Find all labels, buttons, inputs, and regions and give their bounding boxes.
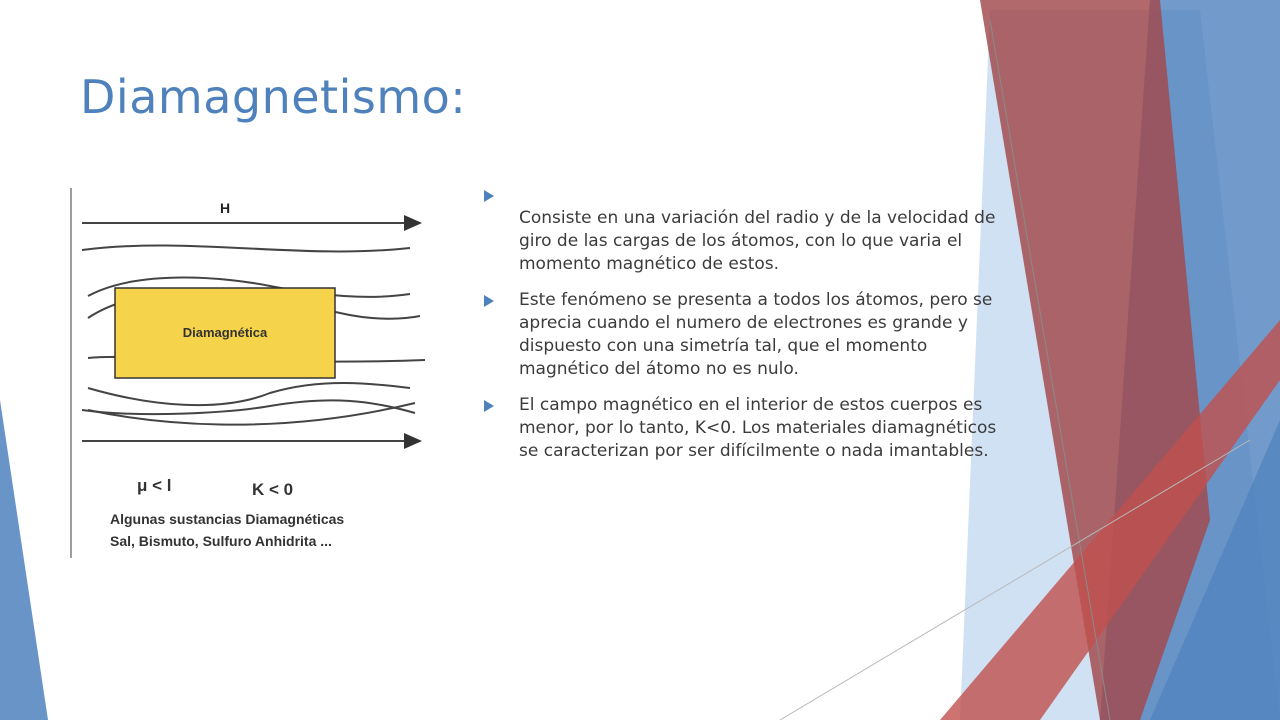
bullet-item-3 (482, 394, 1002, 463)
field-line-2 (82, 245, 410, 251)
caption-line-2: Sal, Bismuto, Sulfuro Anhidrita ... (110, 533, 332, 549)
mu-label: μ < l (137, 476, 172, 495)
bullet-item-1 (482, 184, 1002, 276)
bullet-list (482, 184, 1002, 476)
triangle-bullet-icon (484, 400, 494, 412)
material-label: Diamagnética (182, 325, 268, 340)
diamagnetism-diagram (70, 188, 430, 560)
triangle-bullet-icon (484, 295, 494, 307)
k-label: K < 0 (252, 480, 294, 499)
field-h-label: H (220, 200, 231, 216)
caption-line-1: Algunas sustancias Diamagnéticas (110, 511, 345, 527)
bullet-text: Este fenómeno se presenta a todos los átomos, pero se aprecia cuando el numero de electrones es grande y dispuesto con una simetría tal, que el momento magnético del átomo no es nulo. (519, 290, 993, 379)
triangle-bullet-icon (484, 190, 494, 202)
left-blue-wedge (0, 400, 48, 720)
diamagnetism-figure (70, 188, 430, 560)
bullet-text: El campo magnético en el interior de estos cuerpos es menor, por lo tanto, K<0. Los materiales diamagnéticos se caracterizan por ser difícilmente o nada imantables. (519, 395, 997, 461)
bullet-item-2 (482, 289, 1002, 381)
field-line-8 (82, 400, 415, 414)
bullet-text: Consiste en una variación del radio y de la velocidad de giro de las cargas de los átomos, con lo que varia el momento magnético de estos. (519, 208, 996, 274)
slide-title: Diamagnetismo: (80, 70, 467, 124)
